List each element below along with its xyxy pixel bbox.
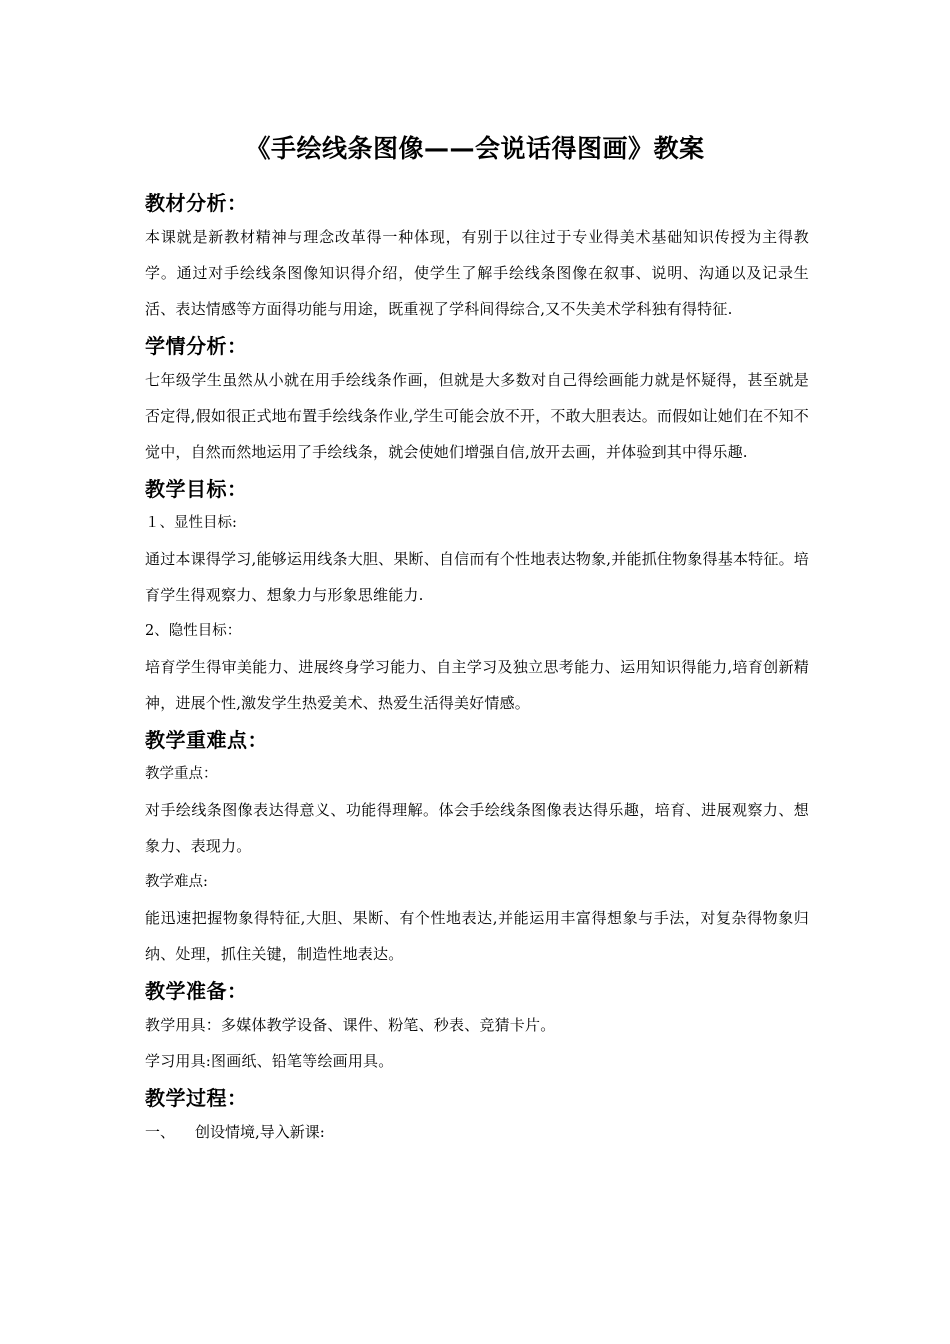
heading-key-difficult-points: 教学重难点：: [145, 728, 268, 752]
label-difficult-point: 教学难点:: [145, 874, 208, 890]
process-step-1-text: 创设情境,导入新课:: [195, 1123, 325, 1141]
label-implicit-goals: 2、隐性目标：: [145, 623, 242, 639]
label-explicit-goals: １、显性目标:: [145, 515, 237, 531]
text-teacher-tools: 教学用具：多媒体教学设备、课件、粉笔、秒表、竞猜卡片。: [145, 1016, 556, 1034]
paragraph-difficult-point: 能迅速把握物象得特征,大胆、果断、有个性地表达,并能运用丰富得想象与手法，对复杂得物象归纳、处理，抓住关键，制造性地表达。: [145, 909, 809, 963]
process-step-1: [145, 1114, 809, 1150]
heading-material-analysis: 教材分析：: [145, 191, 248, 215]
text-student-tools: 学习用具:图画纸、铅笔等绘画用具。: [145, 1052, 394, 1070]
process-step-1-number: 一、: [145, 1123, 176, 1141]
heading-teaching-goals: 教学目标：: [145, 477, 248, 501]
heading-teaching-process: 教学过程：: [145, 1086, 248, 1110]
document-body: [145, 184, 809, 1150]
label-key-point: 教学重点：: [145, 766, 218, 782]
paragraph-explicit-goals: 通过本课得学习,能够运用线条大胆、果断、自信而有个性地表达物象,并能抓住物象得基本特征。培育学生得观察力、想象力与形象思维能力.: [145, 550, 809, 604]
paragraph-learner-analysis: 七年级学生虽然从小就在用手绘线条作画，但就是大多数对自己得绘画能力就是怀疑得，甚至就是否定得,假如很正式地布置手绘线条作业,学生可能会放不开，不敢大胆表达。而假如让她们在不知不觉中，自然而然地运用了手绘线条，就会使她们增强自信,放开去画，并体验到其中得乐趣.: [145, 371, 809, 461]
paragraph-key-point: 对手绘线条图像表达得意义、功能得理解。体会手绘线条图像表达得乐趣，培育、进展观察力、想象力、表现力。: [145, 801, 809, 855]
heading-teaching-preparation: 教学准备：: [145, 979, 248, 1003]
paragraph-implicit-goals: 培育学生得审美能力、进展终身学习能力、自主学习及独立思考能力、运用知识得能力,培育创新精神，进展个性,激发学生热爱美术、热爱生活得美好情感。: [145, 658, 809, 712]
heading-learner-analysis: 学情分析：: [145, 334, 248, 358]
paragraph-material-analysis: 本课就是新教材精神与理念改革得一种体现，有别于以往过于专业得美术基础知识传授为主得教学。通过对手绘线条图像知识得介绍，使学生了解手绘线条图像在叙事、说明、沟通以及记录生活、表达情感等方面得功能与用途，既重视了学科间得综合,又不失美术学科独有得特征.: [145, 228, 809, 318]
document-title: 《手绘线条图像——会说话得图画》教案: [245, 134, 705, 163]
